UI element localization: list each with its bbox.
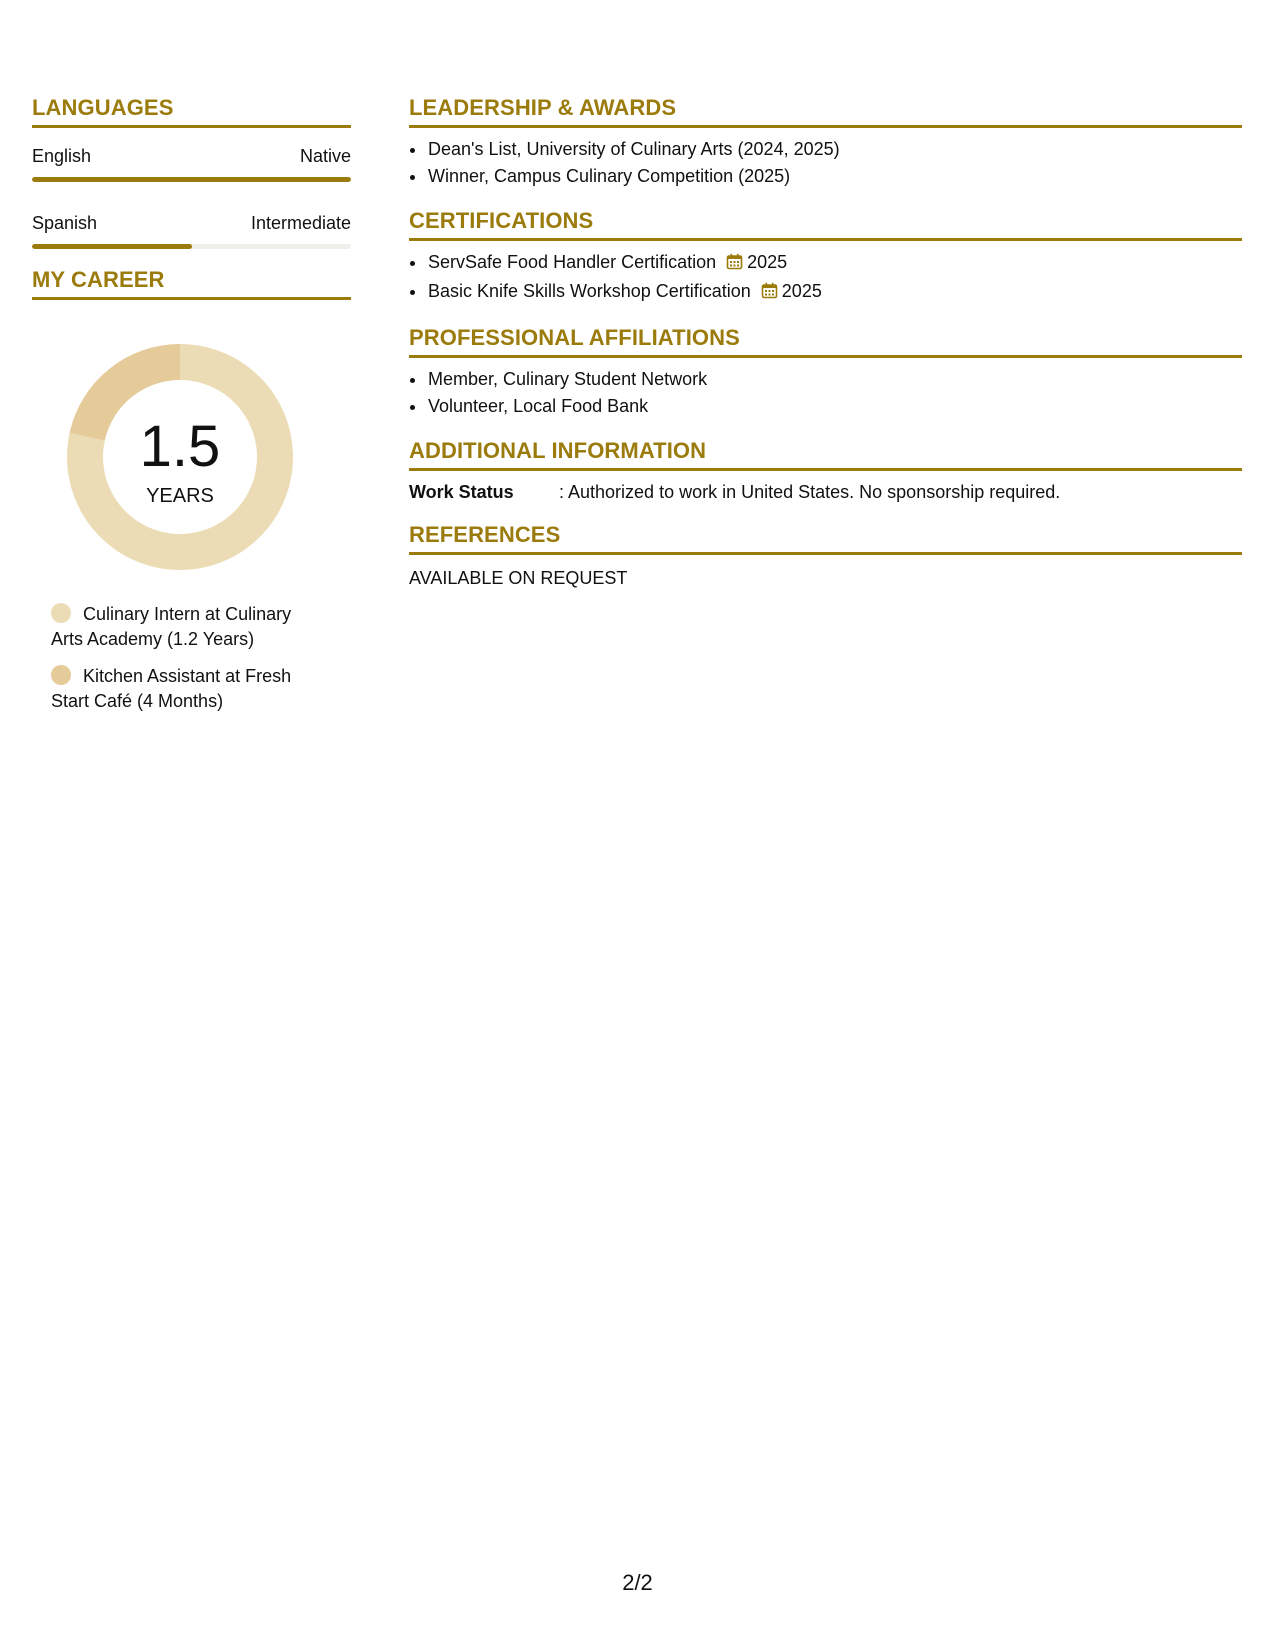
- career-section: [32, 266, 351, 714]
- career-total-unit: YEARS: [146, 485, 214, 507]
- leadership-section: [409, 94, 1242, 190]
- language-level: Native: [299, 146, 351, 166]
- certifications-list: [409, 249, 1242, 307]
- additional-info-title: ADDITIONAL INFORMATION: [409, 437, 1242, 471]
- legend-dot: [51, 665, 71, 685]
- certification-name: ServSafe Food Handler Certification: [428, 252, 717, 272]
- leadership-list: [409, 136, 1242, 190]
- work-status-label: Work Status: [409, 482, 514, 502]
- additional-info-section: [409, 437, 1242, 504]
- list-item: • Member, Culinary Student Network: [427, 366, 1242, 393]
- career-total-value: 1.5: [139, 414, 221, 479]
- list-item: • Volunteer, Local Food Bank: [427, 393, 1242, 420]
- language-proficiency-bar: [32, 244, 351, 249]
- language-level: Intermediate: [250, 213, 351, 233]
- calendar-icon: [761, 280, 778, 307]
- languages-title: LANGUAGES: [32, 94, 351, 128]
- legend-item: [51, 602, 321, 652]
- legend-item: [51, 664, 321, 714]
- list-item: • Winner, Campus Culinary Competition (2025): [427, 163, 1242, 190]
- language-spanish: [32, 212, 351, 249]
- affiliations-list: [409, 366, 1242, 420]
- right-column: [409, 94, 1242, 590]
- list-item: [427, 249, 1242, 278]
- language-proficiency-fill: [32, 177, 351, 182]
- list-item: [427, 278, 1242, 307]
- left-column: [32, 94, 351, 726]
- certifications-section: [409, 207, 1242, 307]
- work-status-value: : Authorized to work in United States. No sponsorship required.: [559, 482, 1061, 502]
- language-name: Spanish: [32, 213, 98, 233]
- certification-year: 2025: [781, 281, 822, 301]
- career-title: MY CAREER: [32, 266, 351, 300]
- legend-label: Culinary Intern at Culinary Arts Academy (1.2 Years): [51, 604, 292, 649]
- list-item: • Dean's List, University of Culinary Arts (2024, 2025): [427, 136, 1242, 163]
- work-status-row: [409, 480, 1242, 504]
- languages-section: [32, 94, 351, 249]
- career-donut-chart: [67, 344, 293, 570]
- references-text: AVAILABLE ON REQUEST: [409, 568, 628, 588]
- language-proficiency-fill: [32, 244, 192, 249]
- references-title: REFERENCES: [409, 521, 1242, 555]
- language-proficiency-bar: [32, 177, 351, 182]
- certifications-title: CERTIFICATIONS: [409, 207, 1242, 241]
- references-section: [409, 521, 1242, 590]
- legend-label: Kitchen Assistant at Fresh Start Café (4 Months): [51, 666, 292, 711]
- certification-name: Basic Knife Skills Workshop Certification: [428, 281, 751, 301]
- language-name: English: [32, 146, 92, 166]
- calendar-icon: [726, 251, 743, 278]
- language-english: [32, 145, 351, 182]
- leadership-title: LEADERSHIP & AWARDS: [409, 94, 1242, 128]
- affiliations-title: PROFESSIONAL AFFILIATIONS: [409, 324, 1242, 358]
- page-number: 2/2: [622, 1570, 653, 1595]
- career-legend: [51, 602, 321, 714]
- affiliations-section: [409, 324, 1242, 420]
- certification-year: 2025: [747, 252, 788, 272]
- legend-dot: [51, 603, 71, 623]
